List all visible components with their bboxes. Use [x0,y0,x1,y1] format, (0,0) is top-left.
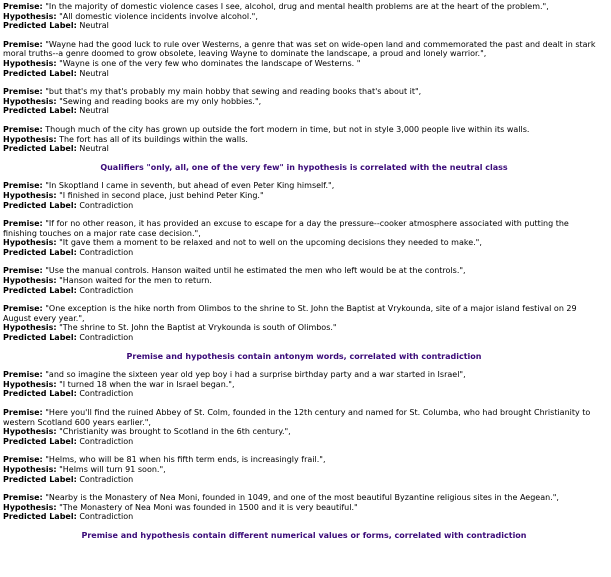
premise-label: Premise: [3,219,43,229]
hypothesis-line [3,427,605,437]
premise-label: Premise: [3,2,43,11]
predicted-label-value: Contradiction [79,436,134,446]
example-block [3,219,605,257]
predicted-label-label: Predicted Label: [3,21,77,31]
premise-label: Premise: [3,408,43,417]
premise-line [3,304,605,323]
premise-label: Premise: [3,87,43,97]
group-caption: Premise and hypothesis contain antonym words, correlated with contradiction [126,351,482,361]
example-block [3,370,605,399]
premise-text: "Use the manual controls. Hanson waited until he estimated the men who left would be at the controls.", [45,266,466,276]
premise-text: "Helms, who will be 81 when his fifth term ends, is increasingly frail.", [45,455,326,465]
example-block [3,40,605,78]
hypothesis-text: "All domestic violence incidents involve alcohol.", [59,11,258,21]
hypothesis-label: Hypothesis: [3,323,57,333]
hypothesis-text: "Christianity was brought to Scotland in the 6th century.", [59,427,291,437]
predicted-label-label: Predicted Label: [3,285,77,295]
premise-label: Premise: [3,39,43,49]
predicted-label-line [3,389,605,399]
premise-text: "Nearby is the Monastery of Nea Moni, founded in 1049, and one of the most beautiful Byzantine religious sites in the Aegean.", [45,493,559,503]
hypothesis-text: The fort has all of its buildings within the walls. [59,134,248,144]
premise-text: "One exception is the hike north from Olimbos to the shrine to St. John the Baptist at Vrykounda, site of a major island festival on 29 August every year.", [3,304,577,323]
hypothesis-label: Hypothesis: [3,190,57,200]
premise-label: Premise: [3,181,43,191]
example-block [3,87,605,116]
predicted-label-value: Neutral [79,106,109,116]
predicted-label-line [3,475,605,485]
premise-text: "In the majority of domestic violence cases I see, alcohol, drug and mental health problems are at the heart of the problem.", [45,2,549,11]
group-caption: Qualifiers "only, all, one of the very few" in hypothesis is correlated with the neutral class [100,162,508,172]
premise-line [3,370,605,380]
hypothesis-label: Hypothesis: [3,134,57,144]
predicted-label-value: Contradiction [79,200,134,210]
premise-label: Premise: [3,370,43,380]
hypothesis-label: Hypothesis: [3,276,57,286]
hypothesis-line [3,12,605,22]
hypothesis-text: "The Monastery of Nea Moni was founded in 1500 and it is very beautiful." [59,502,358,512]
hypothesis-line [3,503,605,513]
premise-line [3,125,605,135]
example-block [3,408,605,446]
premise-line [3,181,605,191]
premise-label: Premise: [3,493,43,503]
premise-line [3,219,605,238]
premise-line [3,266,605,276]
premise-line [3,87,605,97]
hypothesis-line [3,97,605,107]
hypothesis-text: "I finished in second place, just behind Peter King." [59,190,264,200]
hypothesis-text: "Sewing and reading books are my only hobbies.", [59,96,262,106]
premise-line [3,455,605,465]
premise-label: Premise: [3,266,43,276]
hypothesis-label: Hypothesis: [3,427,57,437]
predicted-label-value: Contradiction [79,247,134,257]
hypothesis-label: Hypothesis: [3,96,57,106]
predicted-label-label: Predicted Label: [3,106,77,116]
hypothesis-label: Hypothesis: [3,502,57,512]
predicted-label-label: Predicted Label: [3,200,77,210]
example-block [3,2,605,31]
predicted-label-line [3,512,605,522]
hypothesis-line [3,380,605,390]
hypothesis-line [3,238,605,248]
predicted-label-line [3,144,605,154]
predicted-label-value: Contradiction [79,512,134,522]
example-block [3,304,605,342]
predicted-label-label: Predicted Label: [3,512,77,522]
hypothesis-label: Hypothesis: [3,464,57,474]
predicted-label-value: Contradiction [79,285,134,295]
predicted-label-value: Neutral [79,144,109,154]
premise-text: "Wayne had the good luck to rule over Westerns, a genre that was set on wide-open land and commemorated the past and dealt in stark moral truths--a genre doomed to grow obsolete, leaving Wayne to dominate the landscape, a proud and lonely warrior.", [3,39,596,59]
predicted-label-label: Predicted Label: [3,474,77,484]
predicted-label-line [3,437,605,447]
premise-text: "and so imagine the sixteen year old yep boy i had a surprise birthday party and a war started in Israel", [45,370,466,380]
predicted-label-value: Contradiction [79,333,134,343]
predicted-label-line [3,106,605,116]
example-block [3,455,605,484]
hypothesis-line [3,135,605,145]
hypothesis-text: "Hanson waited for the men to return. [59,276,212,286]
hypothesis-line [3,191,605,201]
hypothesis-line [3,59,605,69]
predicted-label-label: Predicted Label: [3,68,77,78]
example-block [3,125,605,154]
predicted-label-line [3,21,605,31]
hypothesis-label: Hypothesis: [3,238,57,248]
premise-line [3,40,605,59]
predicted-label-label: Predicted Label: [3,389,77,399]
predicted-label-label: Predicted Label: [3,333,77,343]
hypothesis-line [3,276,605,286]
premise-text: "If for no other reason, it has provided an excuse to escape for a day the pressure--cooker atmosphere associated with putting the finishing touches on a major rate case decision.", [3,219,569,238]
hypothesis-text: "Helms will turn 91 soon.", [59,464,166,474]
predicted-label-line [3,286,605,296]
premise-text: "but that's my that's probably my main hobby that sewing and reading books that's about it", [45,87,422,97]
example-block [3,266,605,295]
predicted-label-line [3,201,605,211]
hypothesis-line [3,323,605,333]
predicted-label-label: Predicted Label: [3,144,77,154]
premise-text: "In Skoptland I came in seventh, but ahead of even Peter King himself.", [45,181,335,191]
predicted-label-label: Predicted Label: [3,247,77,257]
predicted-label-value: Contradiction [79,389,134,399]
premise-line [3,408,605,427]
hypothesis-text: "The shrine to St. John the Baptist at Vrykounda is south of Olimbos." [59,323,337,333]
premise-label: Premise: [3,455,43,465]
hypothesis-text: "Wayne is one of the very few who dominates the landscape of Westerns. " [59,58,361,68]
predicted-label-value: Neutral [79,21,109,31]
predicted-label-value: Neutral [79,68,109,78]
hypothesis-text: "I turned 18 when the war in Israel began.", [59,379,235,389]
premise-label: Premise: [3,304,43,314]
predicted-label-line [3,248,605,258]
predicted-label-value: Contradiction [79,474,134,484]
predicted-label-label: Predicted Label: [3,436,77,446]
predicted-label-line [3,333,605,343]
premise-text: Though much of the city has grown up outside the fort modern in time, but not in style 3,000 people live within its walls. [45,124,530,134]
hypothesis-text: "It gave them a moment to be relaxed and not to well on the upcoming decisions they needed to make.", [59,238,482,248]
hypothesis-label: Hypothesis: [3,58,57,68]
example-block [3,181,605,210]
premise-line [3,2,605,12]
hypothesis-label: Hypothesis: [3,379,57,389]
premise-line [3,493,605,503]
hypothesis-label: Hypothesis: [3,11,57,21]
predicted-label-line [3,69,605,79]
premise-label: Premise: [3,124,43,134]
group-caption: Premise and hypothesis contain different numerical values or forms, correlated with contradiction [81,530,527,540]
hypothesis-line [3,465,605,475]
example-block [3,493,605,522]
premise-text: "Here you'll find the ruined Abbey of St. Colm, founded in the 12th century and named for St. Columba, who had brought Christianity to western Scotland 600 years earlier.", [3,408,591,427]
